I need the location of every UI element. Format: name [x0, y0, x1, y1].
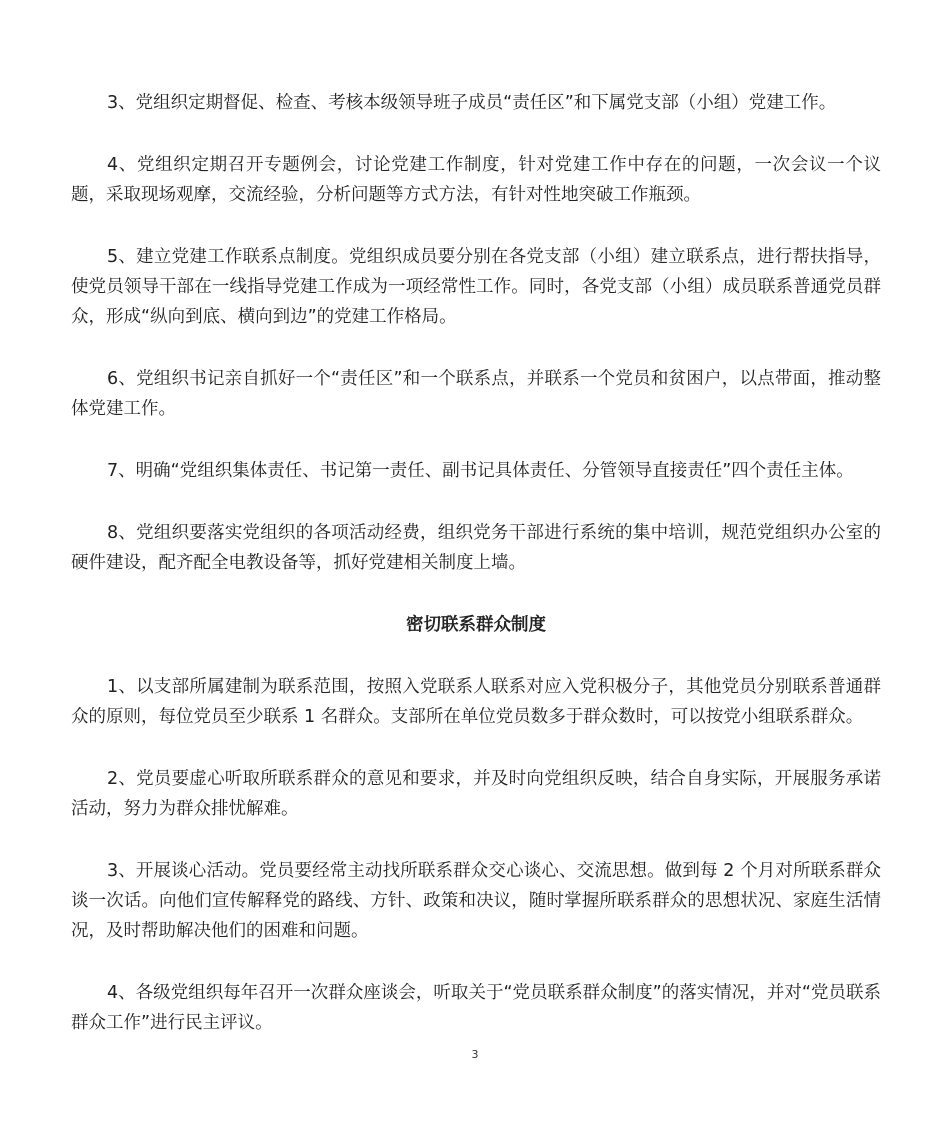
page-number: 3	[471, 1048, 479, 1061]
paragraph-item-3: 3、党组织定期督促、检查、考核本级领导班子成员“责任区”和下属党支部（小组）党建工作。	[107, 93, 837, 113]
paragraph-item-6: 6、党组织书记亲自抓好一个“责任区”和一个联系点，并联系一个党员和贫困户，以点带面，推动整体党建工作。	[71, 369, 881, 419]
paragraph-item-4: 4、党组织定期召开专题例会，讨论党建工作制度，针对党建工作中存在的问题，一次会议一个议题，采取现场观摩，交流经验，分析问题等方式方法，有针对性地突破工作瓶颈。	[71, 155, 881, 205]
paragraph-contact-4: 4、各级党组织每年召开一次群众座谈会，听取关于“党员联系群众制度”的落实情况，并对“党员联系群众工作”进行民主评议。	[71, 983, 881, 1033]
paragraph-item-7: 7、明确“党组织集体责任、书记第一责任、副书记具体责任、分管领导直接责任”四个责任主体。	[107, 461, 854, 481]
paragraph-item-5: 5、建立党建工作联系点制度。党组织成员要分别在各党支部（小组）建立联系点，进行帮扶指导，使党员领导干部在一线指导党建工作成为一项经常性工作。同时，各党支部（小组）成员联系普通党员群众，形成“纵向到底、横向到边”的党建工作格局。	[71, 247, 881, 327]
paragraph-contact-2: 2、党员要虚心听取所联系群众的意见和要求，并及时向党组织反映，结合自身实际，开展服务承诺活动，努力为群众排忧解难。	[71, 769, 881, 819]
paragraph-item-8: 8、党组织要落实党组织的各项活动经费，组织党务干部进行系统的集中培训，规范党组织办公室的硬件建设，配齐配全电教设备等，抓好党建相关制度上墙。	[71, 523, 881, 573]
section-heading: 密切联系群众制度	[406, 615, 546, 635]
paragraph-contact-3: 3、开展谈心活动。党员要经常主动找所联系群众交心谈心、交流思想。做到每 2 个月对所联系群众谈一次话。向他们宣传解释党的路线、方针、政策和决议，随时掌握所联系群众的思想状况、家庭生活情况，及时帮助解决他们的困难和问题。	[71, 861, 881, 941]
document-page	[71, 88, 881, 1070]
paragraph-contact-1: 1、以支部所属建制为联系范围，按照入党联系人联系对应入党积极分子，其他党员分别联系普通群众的原则，每位党员至少联系 1 名群众。支部所在单位党员数多于群众数时，可以按党小组联系群众。	[71, 677, 881, 727]
